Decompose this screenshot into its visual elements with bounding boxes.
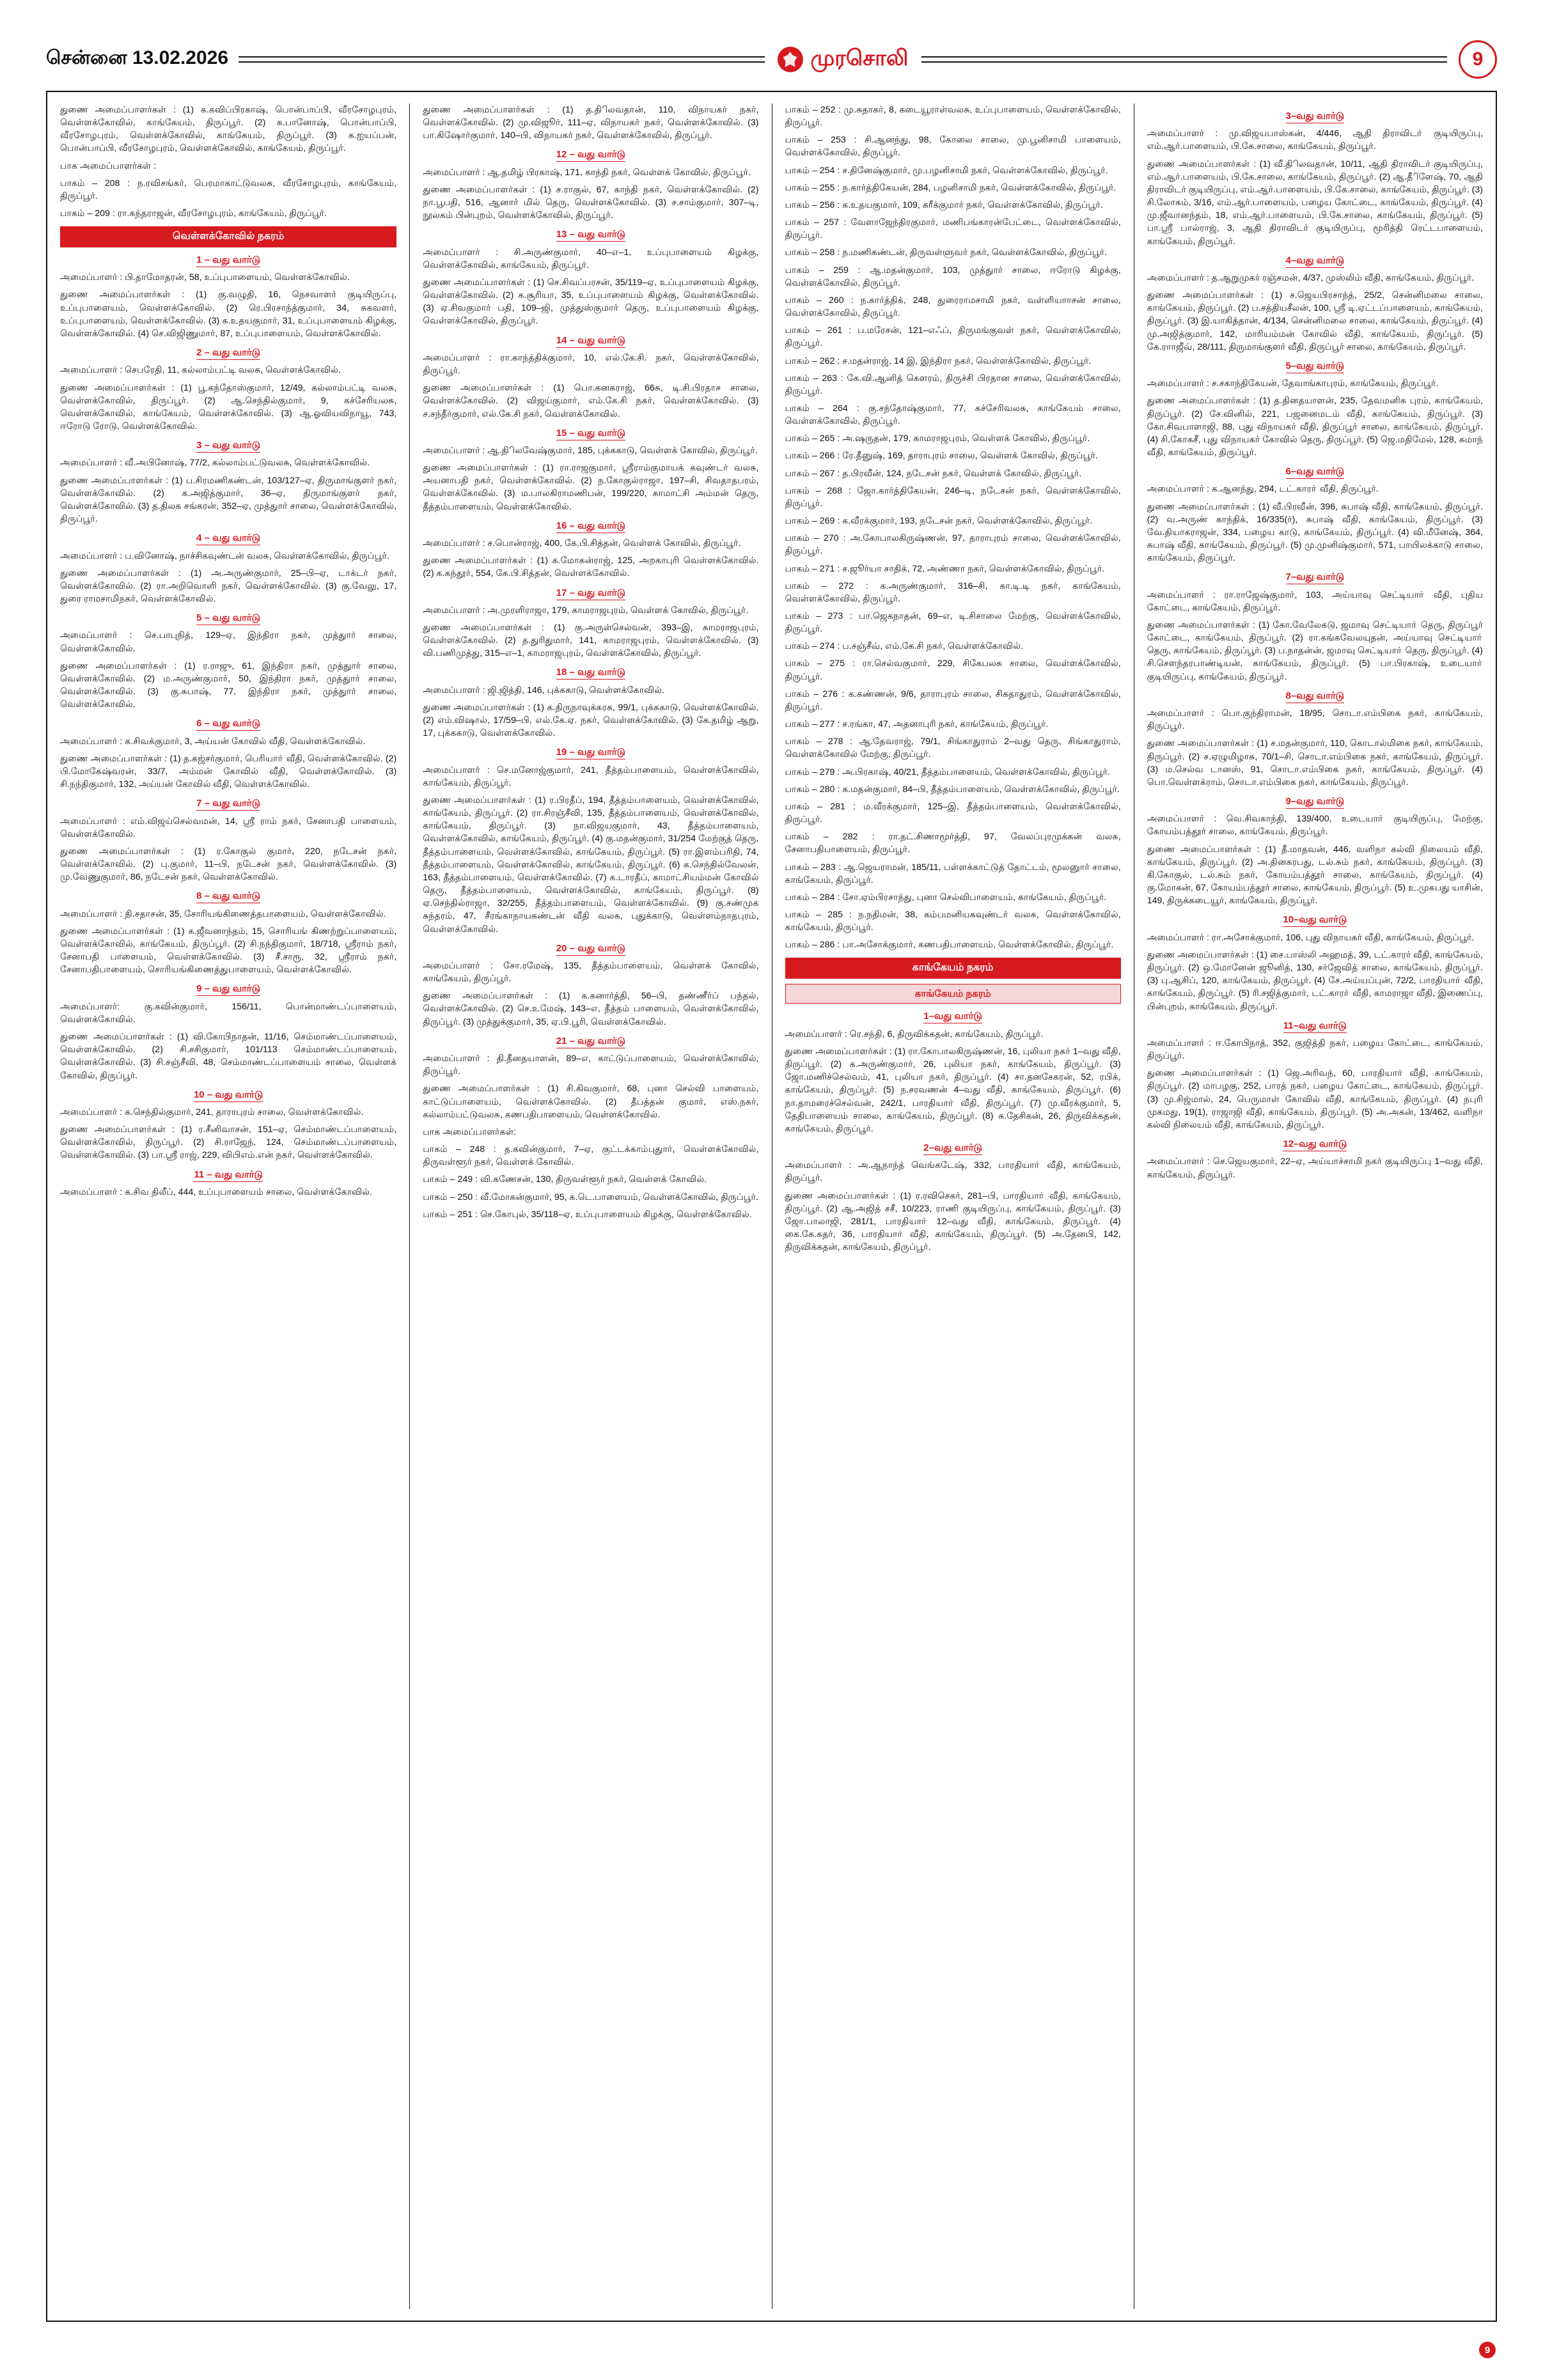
- body-paragraph: துணை அமைப்பாளர்கள் : (1) ரா.ராஜகுமார், ஸ்ரீராம்குமாயக் கவுண்டர் வலசு, அயனாபதி நகர், வெள்ளக்கோவில். (2) ந.கோகுல்ராஜா, 197–சி, சிவதாதபரம், வெள்ளக்கோவில். (3) ம.பாலகிராமணிபன், 199/220, காமாட்சி அம்மன் தெரு, தீத்தம்பாளையம், வெள்ளக்கோவில்.: [423, 463, 759, 512]
- body-paragraph: அமைப்பாளர் : வீ.அபினோஷ், 77/2, கல்லாம்பட்டுவலசு, வெள்ளக்கோவில்.: [60, 458, 370, 469]
- body-paragraph: அமைப்பாளர் : ரெ.சந்தி, 6, திருவிக்கதன், காங்கேயம், திருப்பூர்.: [785, 1029, 1044, 1039]
- ward-heading-label: 17 – வது வார்டு: [556, 587, 625, 600]
- body-paragraph: பாகம் – 249 : வி.கணேசன், 130, திருவள்ளூர் நகர், வெள்ளக் கோவில்.: [423, 1174, 707, 1185]
- ward-heading: [60, 611, 396, 625]
- ward-heading: [423, 1034, 758, 1048]
- ward-heading: [60, 717, 396, 730]
- body-paragraph: துணை அமைப்பாளர்கள் : (1) அ.அருண்குமார், 25–பி–ஏ, டாக்டர் நகர், வெள்ளக்கோவில். (2) ரா.அறிவொளி நகர், வெள்ளக்கோவில். (3) கு.வேலு, 17, துரை ராமசாமிநகர், வெள்ளக்கோவில்.: [60, 568, 397, 604]
- body-paragraph: துணை அமைப்பாளர்கள் : (1) க.திருநாவுக்கரசு, 99/1, புக்ககாடு, வெள்ளக்கோவில். (2) எம்.விஷால், 17/59–பி, எல்.கே.ஏ. நகர், வெள்ளக்கோவில். (3) கே.தமிழ் ஆறு, 17, புக்ககாடு, வெள்ளக்கோவில்.: [423, 702, 759, 739]
- ward-heading: [785, 1009, 1121, 1023]
- body-paragraph: துணை அமைப்பாளர்கள் : (1) பூ.கந்தோஸ்குமார், 12/49, கல்லாம்பட்டி வலசு, வெள்ளக்கோவில், திருப்பூர். (2) ஆ.செந்தில்குமார், 9, கச்சேரியலசு, வெள்ளக்கோவில், காங்கேயம், வெள்ளக்கோவில். (3) ஆ.ஓவியவிநாயூ, 743, ஈரோடு ரோடு, வெள்ளக்கோவில்.: [60, 382, 397, 432]
- page-number-badge: 9: [1459, 40, 1497, 79]
- body-paragraph: துணை அமைப்பாளர்கள் : (1) த.திிலவதான், 110, விநாயகர் நகர், வெள்ளக்கோவில். (2) மு.விஜூர், 111–ஏ, விநாயகர் நகர், வெள்ளக்கோவில். (3) பா.கிஷோர்குமார், 140–பி, விநாயகர் நகர், வெள்ளக்கோவில், திருப்பூர்.: [423, 105, 759, 141]
- body-paragraph: அமைப்பாளர் : ச.சகாந்திகேயன், தேவாங்காபுரம், காங்கேயம், திருப்பூர்.: [1147, 378, 1439, 389]
- body-paragraph: அமைப்பாளர் : மு.விஜயபாஸ்கன், 4/446, ஆதி திராவிடா் குடியிருப்பு, எம்.ஆர்.பாளையம், பி.கே.சாலை, காங்கேயம், திருப்பூர்.: [1147, 128, 1483, 152]
- ward-heading: [60, 531, 396, 545]
- body-paragraph: பாகம் – 275 : ரா.செல்வகுமார், 229, சிகேபலசு சாலை, வெள்ளக்கோவில், திருப்பூர்.: [785, 658, 1121, 682]
- body-paragraph: பாகம் – 250 : வீ.மோகன்குமார், 95, க.டெ.பாளையம், வெள்ளக்கோவில், திருப்பூர்.: [423, 1192, 758, 1202]
- body-paragraph: பாகம் – 261 : ப.மரேசன், 121–எஃப், திருமங்குவள் நகர், வெள்ளக்கோவில், திருப்பூர்.: [785, 325, 1121, 349]
- body-paragraph: அமைப்பாளர் : சி.அருண்குமார், 40–எ–1, உப்புபாளையம் கிழக்கு, வெள்ளக்கோவில், காங்கேயம், திருப்பூர்.: [423, 247, 759, 270]
- body-paragraph: அமைப்பாளர் : செ.மனோஜ்குமார், 241, தீத்தம்பாளையம், வெள்ளக்கோவில், காங்கேயம், திருப்பூர்.: [423, 765, 759, 788]
- body-paragraph: துணை அமைப்பாளர்கள் : (1) ரா.கோபாலகிருஷ்ணன், 16, புலியா நகர் 1–வது வீதி, திருப்பூர். (2) க.அருண்குமார், 26, புலியா நகர், காங்கேயம், திருப்பூர். (3) ஜோ.மணிச்செல்வம், 41, புலியா நகர், திருப்பூர். (4) சா.தனசேகரன், 52, ரபிக், காங்கேயம், திருப்பூர். (5) ந.சரவணன் 4–வது வீதி, காங்கேயம், திருப்பூர். (6) நா.தாமரைச்செல்வன், 242/1, பாரதியாா் வீதி, திருப்பூர். (7) மு.வீரக்குமார், 5, தேதிபாளையம் சாலை, காங்கேயம், திருப்பூர். (8) க.தேசிகன், 26, திருவிக்கதன், காங்கேயம், திருப்பூர்.: [785, 1046, 1121, 1134]
- body-paragraph: துணை அமைப்பாளர்கள் : (1) ச.ராகுல், 67, காந்தி நகர், வெள்ளக்கோவில். (2) நா.பூபதி, 516, ஆனார் மில் தெரு, வெள்ளக்கோவில். (3) ச.சாம்குமார், 307–டி, நூலகம் பின்புறம், வெள்ளக்கோவில், திருப்பூர்.: [423, 184, 759, 221]
- body-paragraph: துணை அமைப்பாளர்கள் : (1) வி.கோபிநாதன், 11/16, செம்மாண்டப்பாளையம், வெள்ளக்கோவில். (2) சி.சசிகுமார், 101/113 செம்மாண்டப்பாளையம், வெள்ளக்கோவில். (3) சி.சஞ்சீவி, 48, செம்மாண்டப்பாளையம் சாலை, வெள்ளக் கோவில், திருப்பூர்.: [60, 1032, 397, 1081]
- body-paragraph: துணை அமைப்பாளர்கள் : (1) ர.ரவிசெகர், 281–பி, பாரதியாா் வீதி, காங்கேயம், திருப்பூர். (2) ஆ.அஜித் சசீ, 10/223, ராணி குடியிருப்பு, காங்கேயம், திருப்பூர். (3) ஜோ.பாலாஜி, 281/1, பாரதியாா் 12–வது வீதி, காங்கேயம், திருப்பூர். (4) கை.கே.கதர், 36, பாரதியாா் வீதி, காங்கேயம், திருப்பூர். (5) அ.தேனபி, 142, திருவிக்கதன், காங்கேயம், திருப்பூர்.: [785, 1190, 1121, 1253]
- ward-heading: [423, 745, 758, 759]
- body-paragraph: பாகம் – 259 : ஆ.மதன்குமார், 103, முத்துார் சாலை, ஈரோடு கிழக்கு, வெள்ளக்கோவில், திருப்பூர்.: [785, 265, 1121, 288]
- body-paragraph: பாகம் – 279 : அ.பிரகாஷ், 40/21, தீத்தம்பாளையம், வெள்ளக்கோவில், திருப்பூர்.: [785, 766, 1110, 777]
- body-paragraph: பாகம் – 278 : ஆ.தேவராஜ், 79/1, சிங்காதுராம் 2–வது தெரு, சிங்காதுராம், வெள்ளக்கோவில் மேற்கு, திருப்பூர்.: [785, 736, 1121, 760]
- section-banner: வெள்ளக்கோவில் நகரம்: [60, 226, 396, 247]
- body-paragraph: பாக அமைப்பாளர்கள்:: [423, 1126, 517, 1137]
- body-paragraph: துணை அமைப்பாளர்கள் : (1) ப.சிரமணிகண்டன், 103/127–ஏ, திருமாங்குளர் நகர், வெள்ளக்கோவில். (2) க.அஜித்குமார், 36–ஏ, திருமாங்குளர் நகர், வெள்ளக்கோவில். (3) த.திலக சங்கரன், 352–ஏ, முத்துார் சாலை, வெள்ளக்கோவில், திருப்பூர்.: [60, 475, 397, 525]
- body-paragraph: அமைப்பாளர் : ஜி.ஜித்தி, 146, புக்ககாடு, வெள்ளக்கோவில்.: [423, 685, 664, 696]
- ward-heading-label: 2 – வது வார்டு: [196, 347, 260, 360]
- body-paragraph: அமைப்பாளர் : ப.வினோஷ், நாச்சிகவுண்டன் வலசு, வெள்ளக்கோவில், திருப்பூர்.: [60, 550, 389, 561]
- ward-heading-label: 14 – வது வார்டு: [556, 335, 625, 348]
- ward-heading-label: 20 – வது வார்டு: [556, 943, 625, 956]
- ward-heading: [423, 942, 758, 955]
- body-paragraph: பாகம் – 253 : சி.ஆனந்து, 98, கோலை சாலை, மு.பூனிசாமி பாளையம், வெள்ளக்கோவில், திருப்பூர்.: [785, 135, 1121, 159]
- body-paragraph: பாகம் – 269 : க.வீரக்குமார், 193, நடேசன் நகர், வெள்ளக்கோவில், திருப்பூர்.: [785, 516, 1093, 527]
- ward-heading: [60, 889, 396, 903]
- body-paragraph: துணை அமைப்பாளர்கள் : (1) பொ.கனகராஜ், 66சு, டி.சி.பிரதாச சாலை, வெள்ளக்கோவில். (2) விஜய்குமார், எம்.கே.சி நகர், வெள்ளக்கோவில். (3) ச.சந்தீர்குமார், எல்.கே.சி நகர், வெள்ளக்கோவில்.: [423, 383, 759, 419]
- body-paragraph: துணை அமைப்பாளர்கள் : (1) க.கவிப்பிரகாஷ், பொன்பாப்பி, வீரசோழபுரம், வெள்ளக்கோவில், காங்கேயம், திருப்பூர். (2) க.பானோஷ், பொன்பாப்பி, வீரசோழபுரம், வெள்ளக்கோவில், காங்கேயம், திருப்பூர். (3) க.ஐயப்பன், பொன்பாப்பி, வீரசோழபுரம், வெள்ளக்கோவில், காங்கேயம், திருப்பூர்.: [60, 105, 397, 154]
- body-paragraph: அமைப்பாளர் : ஈ.கோபிநாத், 352, குஜித்தி நகர், பழைய கோட்டை, காங்கேயம், திருப்பூர்.: [1147, 1038, 1483, 1062]
- body-paragraph: அமைப்பாளர் : ரா.அசோக்குமார், 106, புது விநாயகர் வீதி, காங்கேயம், திருப்பூர்.: [1147, 932, 1475, 943]
- body-paragraph: அமைப்பாளர் : த.ஆறுமுகர் ரஞ்சமன், 4/37, முஸ்லிம் வீதி, காங்கேயம், திருப்பூர்.: [1147, 273, 1475, 283]
- body-paragraph: பாகம் – 255 : ந.கார்த்திகேயன், 284, பழனிசாமி நகர், வெள்ளக்கோவில், திருப்பூர்.: [785, 182, 1116, 193]
- ward-heading: [60, 982, 396, 995]
- ward-heading: [1147, 359, 1483, 373]
- body-paragraph: அமைப்பாளர் : தி.சதாசன், 35, சோரியங்கிணைத்தபாளையம், வெள்ளக்கோவில்.: [60, 908, 386, 919]
- ward-heading-label: 4–வது வார்டு: [1286, 255, 1345, 268]
- body-paragraph: துணை அமைப்பாளர்கள் : (1) ஜெ.அரிவந், 60, பாரதியாா் வீதி, காங்கேயம், திருப்பூர். (2) மாபழகு, 252, பாரத் நகர், பழைய கோட்டை, காங்கேயம், திருப்பூர். (3) மு.சிஜ்மால், 24, பெருமாள் கோவில் வீதி, காங்கேயம், திருப்பூர். (4) நபுரி முகமது, 19(1), ராஜாஜி வீதி, காங்கேயம், திருப்பூர். (5) அ.அகன், 13/462, வளிநா கல்வி நிலையம் வீதி, காங்கேயம், திருப்பூர்.: [1147, 1068, 1483, 1130]
- body-paragraph: பாகம் – 277 : ச.ரங்கா, 47, அதனாபுரி நகர், காங்கேயம், திருப்பூர்.: [785, 719, 1049, 730]
- article-frame: [46, 91, 1497, 2322]
- body-paragraph: துணை அமைப்பாளர்கள் : (1) கோ.வேலேகடு, ஜமாவு செட்டியாா் தெரு, திருப்பூர் கோட்டை, காங்கேயம், திருப்பூர். (2) ரா.கங்கவேலயுதன், அய்யாவு செட்டியாா் தெரு, காங்கேயம், திருப்பூர். (3) ப.நாதன்ன், ஜமாவு செட்டியாா் தெரு, திருப்பூர். (4) சி.சௌந்தரபாண்டியன், காங்கேயம், திருப்பூர். (5) பா.பிரகாஷ், உடையாா் குடியிருப்பு, காங்கேயம், திருப்பூர்.: [1147, 620, 1483, 682]
- body-paragraph: பாகம் – 285 : ந.நதிமன், 38, கம்பமனியகவுண்டர் வலசு, வெள்ளக்கோவில், காங்கேயம், திருப்பூர்.: [785, 909, 1121, 933]
- ward-heading: [60, 797, 396, 810]
- ward-heading: [423, 519, 758, 533]
- body-paragraph: பாகம் – 282 : ரா.தட்.சிணாமூர்த்தி, 97, வேலப்புரமுக்கன் வலசு, சேனாபதிபாளையம், திருப்பூர்.: [785, 832, 1121, 855]
- ward-heading-label: 11–வது வார்டு: [1283, 1020, 1347, 1033]
- ward-heading-label: 13 – வது வார்டு: [556, 229, 625, 242]
- ward-heading: [1147, 689, 1483, 703]
- body-paragraph: துணை அமைப்பாளர்கள் : (1) க.கனார்த்தி, 56–பி, தண்ணீர்ப் பந்தல், வெள்ளக்கோவில். (2) செ.உமேஷ், 143–எ, தீத்தம் பாளையம், வெள்ளக்கோவில், திருப்பூர். (3) முத்துக்குமார், 35, ஏ.பி.பூரி, வெள்ளக்கோவில்.: [423, 991, 759, 1027]
- body-paragraph: பாகம் – 271 : ச.ஜூர்யா சாதிக், 72, அண்ணா நகர், வெள்ளக்கோவில், திருப்பூர்.: [785, 563, 1105, 574]
- body-paragraph: பாகம் – 208 : ந.ரவிசங்கர், பெரமாகாட்டுவலசு, வீரசோழபுரம், காங்கேயம், திருப்பூர்.: [60, 178, 397, 201]
- body-paragraph: துணை அமைப்பாளர்கள் : (1) த.தினதயாளன், 235, தேவமனிக புரம், காங்கேயம், திருப்பூர். (2) சே.வினில், 221, பஜனைமடம் வீதி, காங்கேயம், திருப்பூர். (3) கோ.சிவபாளாஜி, 88, புது விநாயகர் வீதி, திருப்பூர் சாலை, காங்கேயம், திருப்பூர். (4) சி.கோகசீ, புது விநாயகர் கோவில் தெரு, திருப்பூர். (5) ஜெ.மதிமேல், 128, சுமாந் வீதி, காங்கேயம், திருப்பூர்.: [1147, 396, 1483, 458]
- body-paragraph: அமைப்பாளர் : ரா.காந்த்திக்குமார், 10, எல்.கே.சி. நகர், வெள்ளக்கோவில், திருப்பூர்.: [423, 352, 759, 377]
- body-paragraph: பாகம் – 248 : த.கவின்குமார், 7–ஏ, குட்டக்காம்புதுார், வெள்ளக்கோவில், திருவள்ளூர் நகர், வெள்ளக் கோவில்.: [423, 1144, 759, 1168]
- masthead: [46, 37, 1497, 82]
- ward-heading: [785, 1141, 1121, 1155]
- ward-heading: [60, 1088, 396, 1101]
- body-paragraph: பாகம் – 257 : வேளாஜேந்திரகுமார், மணிபங்காரன்பேட்டை, வெள்ளக்கோவில், திருப்பூர்.: [785, 217, 1121, 241]
- body-paragraph: துணை அமைப்பாளர்கள் : (1) செ.சிவப்பரசன், 35/119–ஏ, உப்புபாளையம் கிழக்கு, வெள்ளக்கோவில். (2) க.சூரியா, 35, உப்புபாளையம் கிழக்கு, வெள்ளக்கோவில். (3) ஏ.சிவகுமார் பதி, 109–ஜி, முத்துஸ்குமார் தெரு, உப்புபாளையம் கிழக்கு, வெள்ளக்கோவில், திருப்பூர்.: [423, 277, 759, 327]
- ward-heading-label: 9–வது வார்டு: [1286, 796, 1345, 809]
- body-paragraph: பாகம் – 286 : பா.அசோக்குமார், கணபதிபாளையம், வெள்ளக்கோவில், திருப்பூர்.: [785, 940, 1114, 951]
- column-3: [772, 104, 1134, 2309]
- ward-heading-label: 19 – வது வார்டு: [556, 747, 625, 759]
- body-paragraph: துணை அமைப்பாளர்கள் : (1) சை.பாஸ்லி அஹமத், 39, டட்.காரர் வீதி, காங்கேயம், திருப்பூர். (2) ஒ.மோனேன் ஜூனித், 130, சர்ஜேவித் சாலை, காங்கேயம், திருப்பூர். (3) பு.ஆசிப், 120, காங்கேயம், திருப்பூர். (4) சே.அய்யப்புன், 72/2, பாரதியாா் வீதி, காங்கேயம், திருப்பூர். (5) ரி.சஜித்குமார், டட்.காரா் வீதி, காமராஜா வீதி, இணைப்பு, பின்புறம், காங்கேயம், திருப்பூர்.: [1147, 949, 1483, 1012]
- ward-heading: [60, 253, 396, 267]
- masthead-title: முரசொலி: [810, 45, 909, 70]
- body-paragraph: அமைப்பாளர் : செ.பாபுநித், 129–ஏ, இந்திரா நகர், முத்துார் சாலை, வெள்ளக்கோவில்.: [60, 630, 397, 654]
- body-paragraph: துணை அமைப்பாளர்கள் : (1) ர.ராஜு, 61, இந்திரா நகர், முத்துார் சாலை, வெள்ளக்கோவில். (2) ம.அருண்குமார், 50, இந்திரா நகர், முத்துார் சாலை, வெள்ளக்கோவில். (3) கு.சுபாஷ், 77, இந்திரா நகர், முத்துார் சாலை, வெள்ளக்கோவில்.: [60, 660, 397, 710]
- ward-heading: [1147, 1019, 1483, 1032]
- ward-heading-label: 10 – வது வார்டு: [194, 1089, 263, 1102]
- body-paragraph: அமைப்பாளர் : க.ஆனந்து, 294, டட்.காரா் வீதி, திருப்பூர்.: [1147, 484, 1379, 495]
- body-paragraph: பாகம் – 280 : க.மதன்குமார், 84–பி, தீத்தம்பாளையம், வெள்ளக்கோவில், திருப்பூர்.: [785, 784, 1120, 795]
- ward-heading-label: 9 – வது வார்டு: [196, 983, 260, 996]
- body-paragraph: அமைப்பாளர் : அ.முரளிராஜா, 179, காமராஜபுரம், வெள்ளக் கோவில், திருப்பூர்.: [423, 605, 749, 616]
- section-banner-outline: காங்கேயம் நகரம்: [785, 984, 1121, 1004]
- body-paragraph: பாகம் – 260 : ந.கார்த்திக், 248, துரைராமசாமி நகர், வள்ளியாாசன் சாலை, வெள்ளக்கோவில், திருப்பூர்.: [785, 295, 1121, 319]
- column-1: [47, 104, 409, 2309]
- masthead-rule-right: [921, 56, 1448, 63]
- masthead-date: சென்னை 13.02.2026: [46, 47, 229, 68]
- ward-heading-label: 8 – வது வார்டு: [196, 891, 260, 903]
- ward-heading-label: 3 – வது வார்டு: [196, 440, 260, 453]
- body-paragraph: துணை அமைப்பாளர்கள் : (1) ர.சீனிவாசன், 151–ஏ, செம்மாண்டப்பாளையம், வெள்ளக்கோவில், திருப்பூர். (2) சி.ராஜேந், 124, செம்மாண்டப்பாளையம், வெள்ளக்கோவில். (3) பா.ஸ்ரீ ராஜ், 229, விபிஎம்.என் நகர், வெள்ளக்கோவில்.: [60, 1124, 397, 1161]
- body-paragraph: துணை அமைப்பாளர்கள் : (1) சி.கிவகுமார், 68, புனா செல்வி பாளையம், காட்டுப்பாளையம், வெள்ளக்கோவில். (2) தீபத்தன் குமார், எஸ்.நகர், கல்லாம்பட்டுவலசு, கணபதிபாளையம், வெள்ளக்கோவில்.: [423, 1084, 759, 1120]
- body-paragraph: பாக அமைப்பாளர்கள் :: [60, 160, 157, 171]
- body-paragraph: அமைப்பாளர் : ஆ.திிலவேஷ்குமார், 185, புக்ககாடு, வெள்ளக் கோவில், திருப்பூர்.: [423, 446, 758, 456]
- body-paragraph: பாகம் – 264 : கு.சந்தோஷ்குமார், 77, கச்சேரிவலசு, காங்கேயம் சாலை, வெள்ளக்கோவில், திருப்பூர்.: [785, 403, 1121, 427]
- body-paragraph: துணை அமைப்பாளர்கள் : (1) வீ.பிரவீன், 396, சுபாஷ் வீதி, காங்கேயம், திருப்பூர். (2) வ.அருண் காந்திக், 16/335(ர்), சுபாஷ் வீதி, காங்கேயம், திருப்பூர். (3) வே.தியாகராஜன், 334, பழைய காடு, காங்கேயம், திருப்பூர். (4) வி.மீனேஷ், 364, சுபாஷ் வீதி, காங்கேயம், திருப்பூர். (5) மு.முனிஷ்குமார், 571, பாயிலக்காடு சாலை, காங்கேயம், திருப்பூர்.: [1147, 501, 1483, 564]
- ward-heading-label: 11 – வது வார்டு: [194, 1169, 262, 1182]
- body-paragraph: பாகம் – 268 : ஜோ.கார்த்திகேயன், 246–டி, நடேசன் நகர், வெள்ளக்கோவில், திருப்பூர்.: [785, 485, 1121, 509]
- body-paragraph: அமைப்பாளர் : ரா.ராஜேஷ்குமார், 103, அய்யாவு செட்டியாா் வீதி, புதிய கோட்டை, காங்கேயம், திருப்பூர்.: [1147, 589, 1483, 613]
- ward-heading-label: 2–வது வார்டு: [923, 1142, 982, 1155]
- body-paragraph: பாகம் – 267 : த.பிரவீன், 124, நடேசன் நகர், வெள்ளக் கோவில், திருப்பூர்.: [785, 468, 1082, 479]
- column-2: [409, 104, 771, 2309]
- body-paragraph: துணை அமைப்பாளர்கள் : (1) வீ.திிலவதான், 10/11, ஆதி திராவிடர் குடியிருப்பு, எம்.ஆர்.பாளையம், பி.கே.சாலை, காங்கேயம், திருப்பூர். (2) ஆ.திீளேஷ், 70, ஆதி திராவிடர் குடியிருப்பு, எம்.ஆர்.பாளையம், பி.கே.சாலை, காங்கேயம், திருப்பூர். (3) சி.லோகம், 3/16, எம்.ஆர்.பாளையம், பழைய கோட்டை, காங்கேயம், திருப்பூர். (4) மு.ஜீவானந்தம், 18, எம்.ஆர்.பாளையம், பி.கே.சாலை, காங்கேயம், திருப்பூர். (5) பா.ஸ்ரீ பால்ராஜ், 3, ஆதி திராவிடர் குடியிருப்பு, மூரித்தி ரெட்டபாளையம், காங்கேயம், திருப்பூர்.: [1147, 159, 1483, 247]
- ward-heading-label: 5 – வது வார்டு: [196, 612, 260, 625]
- ward-heading: [60, 346, 396, 359]
- ward-heading: [423, 334, 758, 347]
- ward-heading: [1147, 570, 1483, 584]
- body-paragraph: துணை அமைப்பாளர்கள் : (1) ர.பிரதீப், 194, தீத்தம்பாளையம், வெள்ளக்கோவில், காங்கேயம், திருப்பூர். (2) ரா.சிரஞ்சீவி, 135, தீத்தம்பாளையம், வெள்ளக்கோவில், காங்கேயம், திருப்பூர். (3) நா.விஜயகுமார், 43, தீத்தம்பாளையம், வெள்ளக்கோவில், காங்கேயம், திருப்பூர். (4) கு.மதன்குமார், 31/254 மேற்குத் தெரு, தீத்தம்பாளையம், வெள்ளக்கோவில், காங்கேயம், திருப்பூர். (5) ரா.இளம்பரிதி, 74, தீத்தம்பாளையம், வெள்ளக்கோவில், காங்கேயம், திருப்பூர். (6) க.செந்தில்வேலன், 163, தீத்தம்பாளையம், வெள்ளக்கோவில். (7) க.டாரதீப், காமாட்சியம்மன் கோவில் தெரு, தீத்தம்பாளையம், வெள்ளக்கோவில், காங்கேயம், திருப்பூர். (8) ஏ.செந்தில்ராஜா, 32/255, தீத்தம்பாளையம், வெள்ளக்கோவில். (9) கு.சண்முக சுந்தரம், 47, சீரங்காநாயகண்டன் வீதி வலசு, புதுக்காடு, வெள்ளம்நாதபுரம், வெள்ளக்கோவில்.: [423, 795, 759, 935]
- body-paragraph: அமைப்பாளர் : தி.தீனதயாளன், 89–எ, காட்டுப்பாளையம், வெள்ளக்கோவில், திருப்பூர்.: [423, 1054, 759, 1077]
- body-paragraph: பாகம் – 283 : ஆ.ஜெயராமன், 185/11, பள்ளக்காட்டுத் தோட்டம், மூலனுார் சாலை, காங்கேயம், திருப்பூர்.: [785, 862, 1121, 885]
- ward-heading-label: 3–வது வார்டு: [1286, 111, 1345, 123]
- body-paragraph: பாகம் – 256 : க.உதயகுமார், 109, கரீக்குமார் நகர், வெள்ளக்கோவில், திருப்பூர்.: [785, 199, 1103, 210]
- body-paragraph: அமைப்பாளர் : அ.ஆநாந்த் வெங்கடேஷ், 332, பாரதியாா் வீதி, காங்கேயம், திருப்பூர்.: [785, 1160, 1121, 1184]
- body-paragraph: துணை அமைப்பாளர்கள் : (1) கு.வழுதி, 16, நெசவாளர் குடியிருப்பு, உப்புபாளையம், வெள்ளக்கோவில். (2) ரெ.பிரசாந்த்குமார், 34, சுகவளர், உப்புபாளையம், வெள்ளக்கோவில். (3) க.உதயகுமார், 31, உப்புபாளையம் கிழக்கு, வெள்ளக்கோவில். (4) செ.விஜிணுமார், 87, உப்புபாளையம், வெள்ளக்கோவில்.: [60, 290, 397, 339]
- body-paragraph: பாகம் – 272 : க.அருண்குமார், 316–சி, கா.டி.டி நகர், காங்கேயம், வெள்ளக்கோவில், திருப்பூர்.: [785, 580, 1121, 604]
- section-banner: காங்கேயம் நகரம்: [785, 958, 1121, 979]
- body-paragraph: அமைப்பாளர் : க.சிவக்குமார், 3, அய்யன் கோவில் வீதி, வெள்ளக்கோவில்.: [60, 736, 366, 747]
- body-paragraph: துணை அமைப்பாளர்கள் : (1) ச.ஜெயபிரசாந்த், 25/2, சென்னிமலை சாலை, காங்கேயம், திருப்பூர். (2) ப.சத்தியசீலன், 100, ஸ்ரீ டி.ஏட்டப்பாளையம், காங்கேயம், திருப்பூர். (3) இ.யாகித்தான், 4/134, சென்னிமலை சாலை, காங்கேயம், திருப்பூர். (4) மு.அஜித்குமார், 142, மாரியம்மன் கோவில் வீதி, காங்கேயம், திருப்பூர். (5) கே.ராாஜீவ், 28/111, திருமாங்குளர் வீதி, திருப்பூர் சாலை, காங்கேயம், திருப்பூர்.: [1147, 290, 1483, 352]
- ward-heading-label: 4 – வது வார்டு: [196, 533, 260, 545]
- ward-heading-label: 21 – வது வார்டு: [556, 1036, 625, 1048]
- body-paragraph: அமைப்பாளர் : ஆ.தமிழ் பிரகாஷ், 171, காந்தி நகர், வெள்ளக் கோவில், திருப்பூர்.: [423, 167, 751, 178]
- body-paragraph: துணை அமைப்பாளர்கள் : (1) த.கஜ்சர்குமார், பெரியாா் வீதி, வெள்ளக்கோவில். (2) பி.மோகேஷ்வரன், 33/7, அம்மன் கோவில் வீதி, வெள்ளக்கோவில். (3) சி.நந்திகுமார், 132, அய்யன் கோவில் வீதி, வெள்ளக்கோவில்.: [60, 753, 397, 790]
- body-paragraph: அமைப்பாளர் : பி.தாமோதரன், 58, உப்புபாளையம், வெள்ளக்கோவில்.: [60, 272, 350, 283]
- body-paragraph: பாகம் – 266 : ரே.தீனுஷ், 169, தாராபுரம் சாலை, வெள்ளக் கோவில், திருப்பூர்.: [785, 451, 1098, 462]
- ward-heading: [1147, 465, 1483, 478]
- ward-heading-label: 8–வது வார்டு: [1286, 690, 1345, 703]
- body-paragraph: பாகம் – 251 : செ.கோபுல், 35/118–ஏ, உப்புபாளையம் கிழக்கு, வெள்ளக்கோவில்.: [423, 1209, 752, 1220]
- body-paragraph: அமைப்பாளர் : க.செந்தில்குமார், 241, தாராபுரம் சாலை, வெள்ளக்கோவில்.: [60, 1107, 364, 1117]
- footer-page-number: 9: [1479, 2342, 1496, 2358]
- body-paragraph: துணை அமைப்பாளர்கள் : (1) ர.கோகுல் குமார், 220, நடேசன் நகர், வெள்ளக்கோவில். (2) பு.குமார், 11–பி, நடேசன் நகர், வெள்ளக்கோவில். (3) மு.வேணுகுமார், 86, நடேசன் நகர், வெள்ளக்கோவில்.: [60, 846, 397, 883]
- body-paragraph: பாகம் – 252 : மு.சுதாகர், 8, கடையூராள்வலசு, உப்புபாளையம், வெள்ளக்கோவில், திருப்பூர்.: [785, 105, 1121, 128]
- body-paragraph: அமைப்பாளர் : செ.ஜெயகுமார், 22–ஏ, அய்யாச்சாமி நகர் குடியிருப்பு 1–வது வீதி, காங்கேயம், திருப்பூர்.: [1147, 1156, 1483, 1180]
- ward-heading: [1147, 254, 1483, 267]
- ward-heading: [1147, 1137, 1483, 1151]
- ward-heading: [1147, 913, 1483, 926]
- ward-heading-label: 7 – வது வார்டு: [196, 798, 260, 811]
- body-paragraph: பாகம் – 270 : அ.கோபாலகிருஷ்ணன், 97, தாராபுரம் சாலை, வெள்ளக்கோவில், திருப்பூர்.: [785, 533, 1121, 557]
- ward-heading-label: 6 – வது வார்டு: [196, 718, 260, 731]
- body-paragraph: துணை அமைப்பாளர்கள் : (1) தீ.மாதவன், 446, வளிநா கல்வி நிலையம் வீதி, காங்கேயம், திருப்பூர். (2) அ.தினகரபது, டல்.சும் நகர், காங்கேயம், திருப்பூர். (3) கி.கோகுல், டல்.சும் நகர், கோயம்பத்தூர் சாலை, காங்கேயம், திருப்பூர். (4) கு.மோகன், 67, கோயம்பத்தூர் சாலை, காங்கேயம், திருப்பூர். (5) உ.முகபது யாசின், 149, திருக்கடையூர், காங்கேயம், திருப்பூர்.: [1147, 844, 1483, 906]
- ward-heading-label: 12–வது வார்டு: [1283, 1139, 1347, 1151]
- body-paragraph: அமைப்பாளர் : செபரேதி, 11, கல்லாம்பட்டி வலசு, வெள்ளக்கோவில்.: [60, 365, 341, 376]
- body-paragraph: பாகம் – 209 : ரா.கந்தராஜன், வீரசோழபுரம், காங்கேயம், திருப்பூர்.: [60, 208, 327, 219]
- body-paragraph: அமைப்பாளர் : க.சிவ திலீப், 444, உப்புபாளையம் சாலை, வெள்ளக்கோவில்.: [60, 1186, 373, 1197]
- ward-heading-label: 5–வது வார்டு: [1286, 361, 1345, 373]
- body-paragraph: பாகம் – 265 : அ.ஷருதன், 179, காமராஜபுரம், வெள்ளக் கோவில், திருப்பூர்.: [785, 433, 1090, 444]
- ward-heading: [423, 665, 758, 679]
- body-paragraph: பாகம் – 258 : ந.மணிகண்டன், திருவள்ளுவர் நகர், வெள்ளக்கோவில், திருப்பூர்.: [785, 247, 1108, 258]
- body-paragraph: துணை அமைப்பாளர்கள் : (1) ச.மதன்குமார், 110, கொடால்மிகை நகர், காங்கேயம், திருப்பூர். (2) ச.ஏழுமிழாசு, 70/1–சி, சொடா.எம்பிகை நகர், காங்கேயம், திருப்பூர். (3) ம.செல்வ டானஸ், 91, சொடா.எம்பிகை நகர், காங்கேயம், திருப்பூர். (4) பொ.வெள்ளக்ராம், சொடா.எம்பிகை நகர், காங்கேயம், திருப்பூர்.: [1147, 738, 1483, 788]
- ward-heading: [423, 228, 758, 241]
- ward-heading: [60, 1168, 396, 1181]
- body-paragraph: பாகம் – 274 : ப.சஞ்சீவ், எம்.கே.சி நகர், வெள்ளக்கோவில்.: [785, 641, 1023, 652]
- column-4: [1134, 104, 1496, 2309]
- body-paragraph: பாகம் – 281 : ம.வீரக்குமார், 125–இ, தீத்தம்பாளையம், வெள்ளக்கோவில், திருப்பூர்.: [785, 801, 1121, 825]
- ward-heading: [423, 586, 758, 600]
- ward-heading: [1147, 795, 1483, 808]
- masthead-brand: [769, 46, 918, 74]
- ward-heading-label: 7–வது வார்டு: [1286, 572, 1345, 584]
- body-paragraph: அமைப்பாளர் : வெ.சிவகாந்தி, 139/400, உடையாா் குடியிருப்பு, மேற்கு, கோயம்பத்தூர் சாலை, காங்கேயம், திருப்பூர்.: [1147, 814, 1483, 837]
- ward-heading-label: 10–வது வார்டு: [1283, 914, 1347, 927]
- body-paragraph: அமைப்பாளர் : எம்.விஜய்செல்வமன், 14, ஸ்ரீ ராம் நகர், சேனாபதி பாளையம், வெள்ளக்கோவில்.: [60, 816, 397, 839]
- ward-heading: [1147, 109, 1483, 123]
- ward-heading: [423, 426, 758, 440]
- body-paragraph: துணை அமைப்பாளர்கள் : (1) க.ஜீவனாந்தம், 15, சொரியங் கிணற்றுப்பாளையம், வெள்ளக்கோவில், காங்கேயம், திருப்பூர். (2) சி.நந்திகுமார், 18/718, ஸ்ரீராம் நகர், சேனாபதி பாளையம், வெள்ளக்கோவில். (3) சீ.சாரூ, 32, ஸ்ரீராம் நகர், சேனாபதிபாளையம், சொரியங்கிணைத்துபாளையம், வெள்ளக்கோவில்.: [60, 926, 397, 976]
- body-paragraph: பாகம் – 276 : க.கண்ணன், 9/6, தாராபுரம் சாலை, சிகதாதுரம், வெள்ளக்கோவில், திருப்பூர்.: [785, 688, 1121, 712]
- body-paragraph: அமைப்பாளர் : ச.பொன்ராஜ், 400, கே.பி.சித்தன், வெள்ளக் கோவில், திருப்பூர்.: [423, 538, 741, 549]
- masthead-rule-left: [239, 56, 765, 63]
- body-paragraph: துணை அமைப்பாளர்கள் : (1) க.மோகன்ராஜ், 125, அறகாபுரி வெள்ளக்கோவில். (2) க.கந்தூர், 554, கே.பி.சித்தன், வெள்ளக்கோவில்.: [423, 556, 759, 579]
- body-paragraph: பாகம் – 262 : ச.மதன்ராஜ், 14 இ, இந்திரா நகர், வெள்ளக்கோவில், திருப்பூர்.: [785, 355, 1092, 366]
- body-paragraph: அமைப்பாளர் : பொ.குந்திராமன், 18/95, சொடா.எம்பிகை நகர், காங்கேயம், திருப்பூர்.: [1147, 708, 1483, 732]
- ward-heading-label: 1 – வது வார்டு: [196, 254, 260, 267]
- body-paragraph: அமைப்பாளர் : சோ.ரமேஷ், 135, தீத்தம்பாளையம், வெள்ளக் கோவில், காங்கேயம், திருப்பூர்.: [423, 961, 759, 984]
- body-paragraph: துணை அமைப்பாளர்கள் : (1) கு.அருள்செல்வன், 393–இ, காமராஜபுரம், வெள்ளக்கோவில். (2) த.துரிதுமார், 141, காமராஜபுரம், வெள்ளக்கோவில். (3) வி.பணிமுத்து, 315–எ–1, காமராஜபுரம், வெள்ளக்கோவில், திருப்பூர்.: [423, 623, 759, 659]
- ward-heading-label: 6–வது வார்டு: [1286, 466, 1345, 479]
- ward-heading-label: 16 – வது வார்டு: [556, 520, 625, 533]
- body-paragraph: பாகம் – 284 : சோ.ஏம்பிரசாந்து, புனா செல்விபாளையம், காங்கேயம், திருப்பூர்.: [785, 892, 1107, 903]
- ward-heading-label: 1–வது வார்டு: [923, 1011, 982, 1023]
- body-paragraph: பாகம் – 254 : ச.தினேஷ்குமார், மு.பழனிசாமி நகர், வெள்ளக்கோவில், திருப்பூர்.: [785, 165, 1108, 176]
- body-paragraph: பாகம் – 273 : பா.ஜெகநாதன், 69–எ, டி.சிசாலை மேற்கு, வெள்ளக்கோவில், திருப்பூர்.: [785, 611, 1121, 635]
- ward-heading-label: 12 – வது வார்டு: [556, 149, 625, 162]
- body-paragraph: பாகம் – 263 : கே.வி.ஆனித் கெளரம், திருச்சி பிரதான சாலை, வெள்ளக்கோவில், திருப்பூர்.: [785, 373, 1121, 396]
- ward-heading-label: 15 – வது வார்டு: [556, 428, 625, 440]
- ward-heading-label: 18 – வது வார்டு: [556, 667, 625, 680]
- body-paragraph: அமைப்பாளர்: கு.கவின்குமார், 156/11, பொன்மாண்டப்பாளையம், வெள்ளக்கோவில்.: [60, 1001, 397, 1025]
- ward-heading: [60, 439, 396, 452]
- flame-logo-icon: [778, 47, 803, 72]
- ward-heading: [423, 148, 758, 161]
